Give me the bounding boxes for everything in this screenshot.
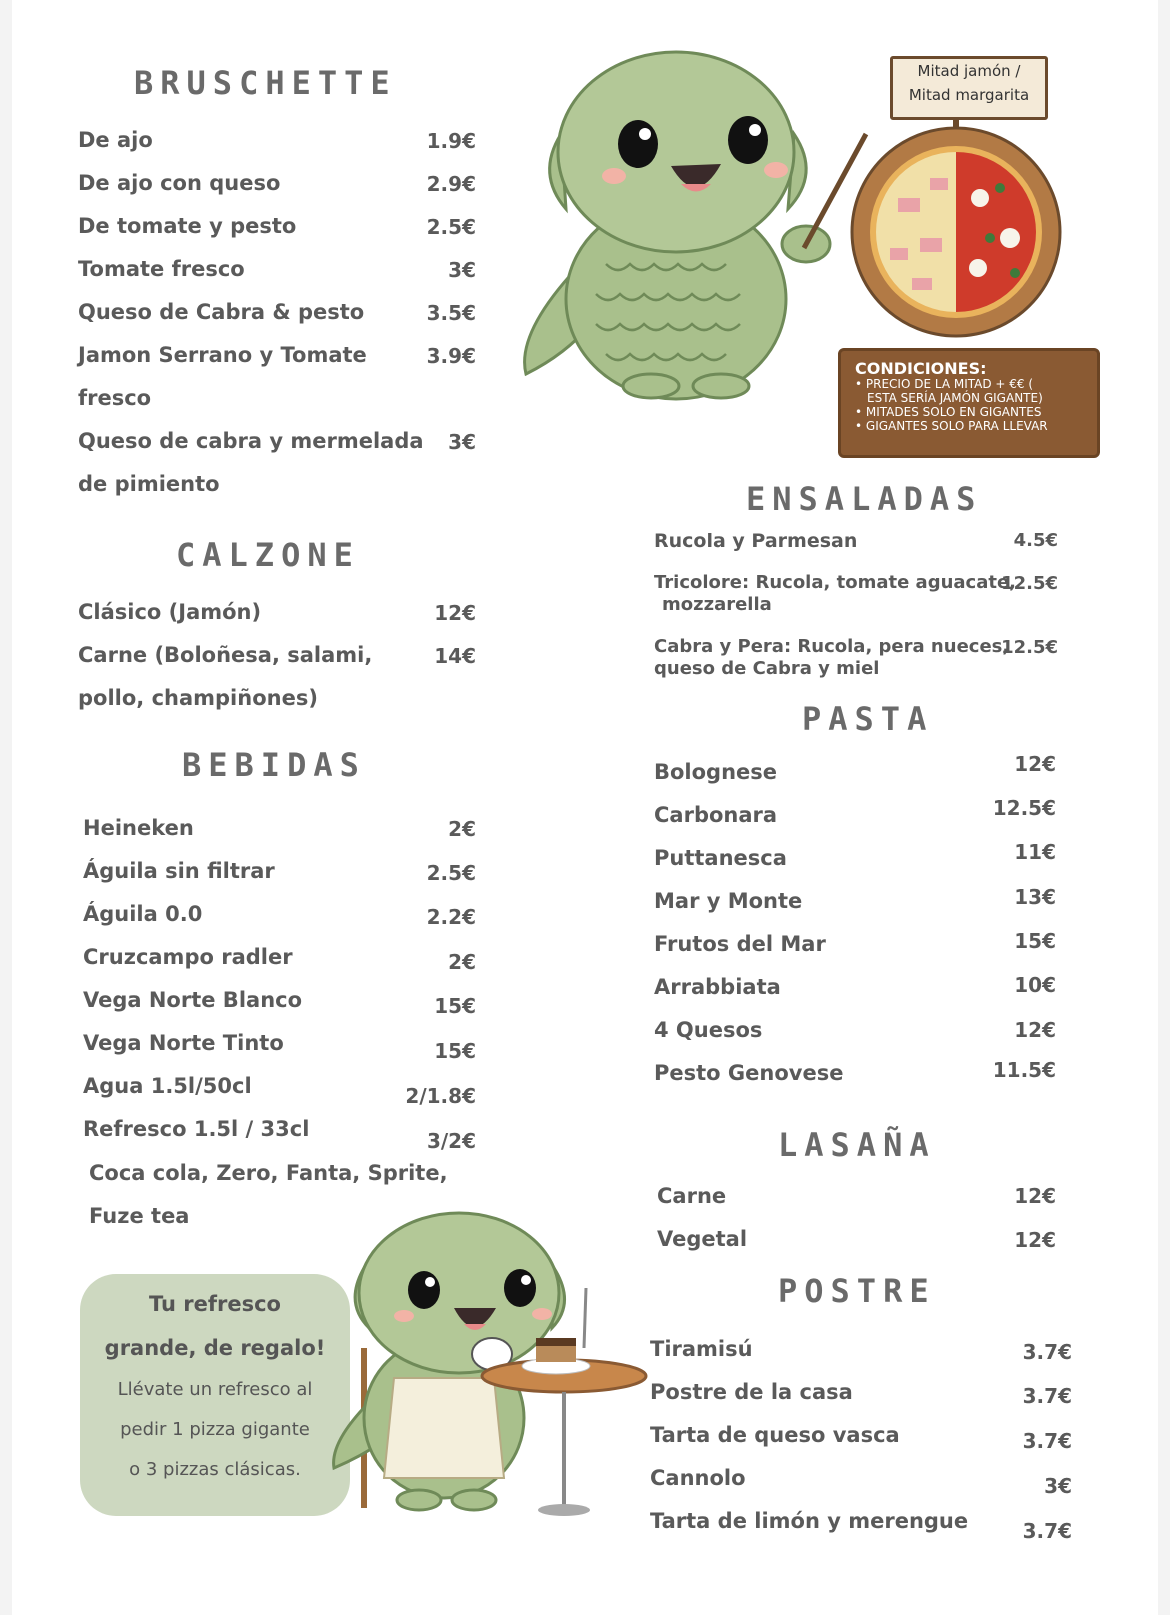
- promo-line: grande, de regalo!: [104, 1336, 326, 1360]
- menu-item-name-cont: mozzarella: [662, 594, 772, 615]
- menu-item-price: 3.7€: [1022, 1519, 1072, 1543]
- menu-item-name: Tricolore: Rucola, tomate aguacate,: [654, 572, 1017, 593]
- menu-item-name: Carbonara: [654, 803, 778, 827]
- menu-item-name: Arrabbiata: [654, 975, 781, 999]
- menu-item-name: Vegetal: [657, 1227, 748, 1251]
- conditions-board: [838, 348, 1100, 458]
- menu-item-name: Mar y Monte: [654, 889, 803, 913]
- pizza-sign: [890, 56, 1048, 120]
- menu-item-price: 12€: [1014, 1184, 1056, 1208]
- menu-item-price: 2.5€: [426, 861, 476, 885]
- menu-item-price: 4.5€: [1013, 530, 1058, 551]
- promo-box: [80, 1274, 350, 1516]
- pizza-sign-line: Mitad jamón /: [917, 62, 1021, 80]
- menu-item-name: Águila 0.0: [83, 902, 203, 926]
- menu-item-price: 2€: [448, 817, 476, 841]
- pizza-half-half-icon: [850, 118, 1062, 338]
- menu-item-name: Águila sin filtrar: [83, 859, 275, 883]
- menu-item-price: 3.7€: [1022, 1429, 1072, 1453]
- bruschette-heading: BRUSCHETTE: [134, 64, 397, 102]
- menu-item-name: Agua 1.5l/50cl: [83, 1074, 252, 1098]
- menu-item-name: Carne (Boloñesa, salami,: [78, 643, 373, 667]
- menu-item-name: De ajo: [78, 128, 153, 152]
- menu-item-name: Cabra y Pera: Rucola, pera nueces,: [654, 636, 1010, 657]
- menu-item-price: 12€: [1014, 752, 1056, 776]
- menu-item-price: 12.5€: [1001, 573, 1058, 594]
- drinks-note-cont: Fuze tea: [89, 1204, 190, 1228]
- menu-item-price: 15€: [434, 994, 476, 1018]
- menu-item-price: 15€: [434, 1039, 476, 1063]
- menu-item-price: 2€: [448, 950, 476, 974]
- condition-item: ESTA SERÍA JAMÓN GIGANTE): [867, 391, 1043, 405]
- menu-item-name-cont: fresco: [78, 386, 152, 410]
- menu-item-price: 12€: [1014, 1228, 1056, 1252]
- menu-item-name: De tomate y pesto: [78, 214, 297, 238]
- menu-item-name: Clásico (Jamón): [78, 600, 262, 624]
- mascot-dessert-illustration: [324, 1208, 664, 1538]
- conditions-title: CONDICIONES:: [855, 359, 987, 378]
- menu-item-price: 12€: [1014, 1018, 1056, 1042]
- menu-item-price: 3.7€: [1022, 1384, 1072, 1408]
- menu-item-name: Cruzcampo radler: [83, 945, 293, 969]
- menu-item-name-cont: queso de Cabra y miel: [654, 658, 880, 679]
- menu-item-name: De ajo con queso: [78, 171, 281, 195]
- menu-item-name: Carne: [657, 1184, 727, 1208]
- menu-item-price: 12€: [434, 601, 476, 625]
- menu-item-name-cont: pollo, champiñones): [78, 686, 318, 710]
- menu-item-price: 12.5€: [992, 796, 1056, 820]
- calzone-heading: CALZONE: [176, 536, 360, 574]
- menu-item-price: 2.2€: [426, 905, 476, 929]
- menu-item-price: 13€: [1014, 885, 1056, 909]
- pasta-heading: PASTA: [802, 700, 934, 738]
- pizza-sign-line: Mitad margarita: [908, 86, 1030, 104]
- menu-item-name: Tarta de queso vasca: [650, 1423, 900, 1447]
- menu-item-price: 11.5€: [992, 1058, 1056, 1082]
- menu-item-price: 3.7€: [1022, 1340, 1072, 1364]
- menu-item-price: 14€: [434, 644, 476, 668]
- condition-item: • GIGANTES SOLO PARA LLEVAR: [855, 419, 1048, 433]
- menu-item-name: Vega Norte Tinto: [83, 1031, 284, 1055]
- promo-line: pedir 1 pizza gigante: [120, 1419, 310, 1440]
- menu-item-name: Jamon Serrano y Tomate: [78, 343, 367, 367]
- bebidas-heading: BEBIDAS: [182, 746, 366, 784]
- menu-item-name: Heineken: [83, 816, 194, 840]
- menu-item-price: 3€: [448, 258, 476, 282]
- menu-item-price: 2/1.8€: [405, 1084, 476, 1108]
- condition-item: • PRECIO DE LA MITAD + €€ (: [855, 377, 1034, 391]
- menu-item-price: 3/2€: [426, 1129, 476, 1153]
- postre-heading: POSTRE: [778, 1272, 936, 1310]
- menu-item-price: 3€: [448, 430, 476, 454]
- menu-item-name: Tiramisú: [650, 1337, 753, 1361]
- condition-item: • MITADES SOLO EN GIGANTES: [855, 405, 1042, 419]
- menu-item-name: Vega Norte Blanco: [83, 988, 303, 1012]
- menu-item-name: Bolognese: [654, 760, 778, 784]
- menu-item-price: 3.9€: [426, 344, 476, 368]
- menu-item-price: 15€: [1014, 929, 1056, 953]
- menu-item-price: 12.5€: [1001, 637, 1058, 658]
- ensaladas-heading: ENSALADAS: [746, 480, 983, 518]
- menu-item-name: Pesto Genovese: [654, 1061, 844, 1085]
- promo-line: o 3 pizzas clásicas.: [129, 1459, 301, 1480]
- menu-item-price: 3€: [1044, 1474, 1072, 1498]
- menu-item-name: Refresco 1.5l / 33cl: [83, 1117, 310, 1141]
- lasana-heading: LASAÑA: [778, 1126, 936, 1164]
- menu-item-price: 10€: [1014, 973, 1056, 997]
- menu-item-name: Cannolo: [650, 1466, 746, 1490]
- menu-item-price: 11€: [1014, 840, 1056, 864]
- menu-item-name-cont: de pimiento: [78, 472, 220, 496]
- menu-item-name: Puttanesca: [654, 846, 787, 870]
- menu-item-price: 1.9€: [426, 129, 476, 153]
- promo-line: Tu refresco: [149, 1292, 281, 1316]
- menu-item-price: 3.5€: [426, 301, 476, 325]
- menu-page: [12, 0, 1158, 1615]
- menu-item-price: 2.5€: [426, 215, 476, 239]
- menu-item-price: 2.9€: [426, 172, 476, 196]
- menu-item-name: Rucola y Parmesan: [654, 530, 858, 552]
- menu-item-name: Queso de cabra y mermelada: [78, 429, 424, 453]
- menu-item-name: Tomate fresco: [78, 257, 245, 281]
- drinks-note: Coca cola, Zero, Fanta, Sprite,: [89, 1161, 448, 1185]
- menu-item-name: 4 Quesos: [654, 1018, 763, 1042]
- menu-item-name: Tarta de limón y merengue: [650, 1509, 969, 1533]
- menu-item-name: Queso de Cabra & pesto: [78, 300, 365, 324]
- promo-line: Llévate un refresco al: [117, 1379, 313, 1400]
- menu-item-name: Postre de la casa: [650, 1380, 853, 1404]
- menu-item-name: Frutos del Mar: [654, 932, 826, 956]
